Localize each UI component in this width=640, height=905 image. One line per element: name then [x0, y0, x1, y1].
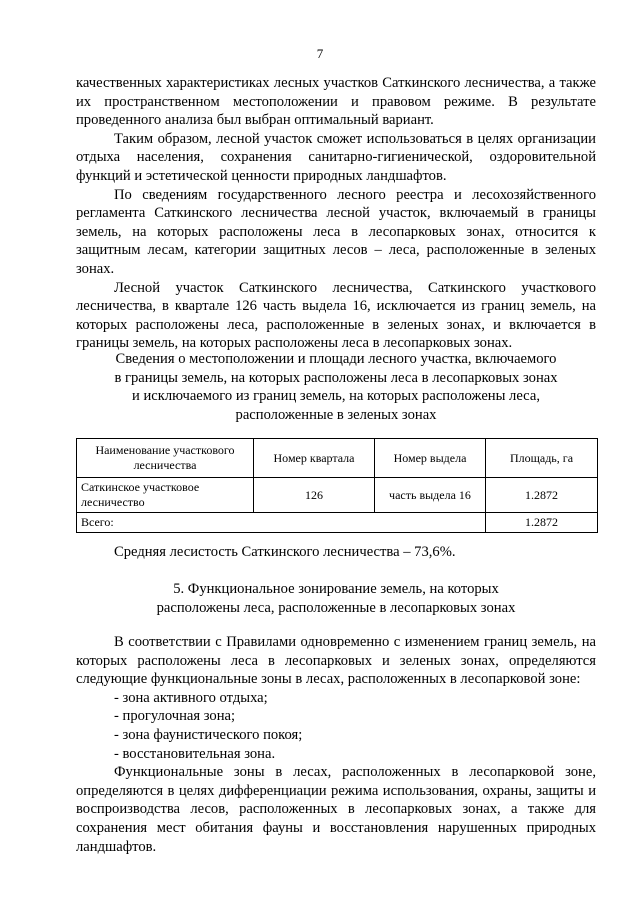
- cell-plot: часть выдела 16: [375, 478, 486, 513]
- zone-list: [76, 689, 596, 763]
- paragraph-zone-purpose: Функциональные зоны в лесах, расположенных в лесопарковой зоне, определяются в целях дифференциации режима использования, охраны, защиты и воспроизводства лесов, расположенных в лесопарковых зонах, а также для сохранения мест обитания фауны и восстановления нарушенных природных ландшафтов.: [76, 764, 596, 855]
- total-value: 1.2872: [486, 513, 598, 533]
- table-total-row: [77, 513, 598, 533]
- cell-area: 1.2872: [486, 478, 598, 513]
- table-row: [77, 478, 598, 513]
- header-forestry: Наименование участкового лесничества: [77, 439, 254, 478]
- cell-forestry: Саткинское участковое лесничество: [77, 478, 254, 513]
- list-item: - зона активного отдыха;: [114, 689, 268, 706]
- caption-line: в границы земель, на которых расположены леса в лесопарковых зонах: [114, 369, 558, 386]
- table-header-row: [77, 439, 598, 478]
- section-title-line: расположены леса, расположенные в лесопарковых зонах: [156, 599, 516, 616]
- paragraph-rules: В соответствии с Правилами одновременно с изменением границ земель, на которых расположены леса в лесопарковых и зеленых зонах, определяются следующие функциональные зоны в лесах, расположенных в лесопарковой зоне:: [76, 634, 596, 688]
- caption-line: Сведения о местоположении и площади лесного участка, включаемого: [115, 351, 557, 367]
- zoning-text: [76, 633, 596, 856]
- paragraph-forest-cover: Средняя лесистость Саткинского лесничества – 73,6%.: [114, 544, 456, 560]
- total-label: Всего:: [77, 513, 486, 533]
- list-item: - восстановительная зона.: [114, 745, 276, 762]
- table-caption: [76, 350, 596, 424]
- paragraph-registry: По сведениям государственного лесного реестра и лесохозяйственного регламента Саткинского лесничества лесной участок, включаемый в границы земель, на которых расположены леса в лесопарковых зонах, относится к защитным лесам, категории защитных лесов – леса, расположенные в зеленых зонах.: [76, 186, 596, 277]
- section-title: [76, 580, 596, 617]
- header-plot: Номер выдела: [375, 439, 486, 478]
- caption-line: расположенные в зеленых зонах: [235, 406, 437, 423]
- paragraph-purpose: Таким образом, лесной участок сможет использоваться в целях организации отдыха населения, сохранения санитарно-гигиенической, оздоровительной функций и эстетической ценности природных ландшафтов.: [76, 130, 596, 184]
- header-area: Площадь, га: [486, 439, 598, 478]
- paragraph-analysis: качественных характеристиках лесных участков Саткинского лесничества, а также их пространственном местоположении и правовом режиме. В результате проведенного анализа был выбран оптимальный вариант.: [76, 75, 596, 129]
- caption-line: и исключаемого из границ земель, на которых расположены леса,: [132, 388, 540, 405]
- forest-cover-text: [76, 543, 596, 562]
- list-item: - прогулочная зона;: [114, 708, 236, 725]
- paragraph-exclusion: Лесной участок Саткинского лесничества, Саткинского участкового лесничества, в квартале 126 часть выдела 16, исключается из границ земель, на которых расположены леса, расположенные в зеленых зонах, и включается в границы земель, на которых расположены леса в лесопарковых зонах.: [76, 279, 596, 352]
- header-quarter: Номер квартала: [254, 439, 375, 478]
- plot-table: [76, 438, 598, 533]
- intro-text: [76, 74, 596, 353]
- list-item: - зона фаунистического покоя;: [114, 726, 303, 743]
- cell-quarter: 126: [254, 478, 375, 513]
- section-title-line: 5. Функциональное зонирование земель, на которых: [173, 581, 499, 597]
- page-number: 7: [316, 46, 324, 61]
